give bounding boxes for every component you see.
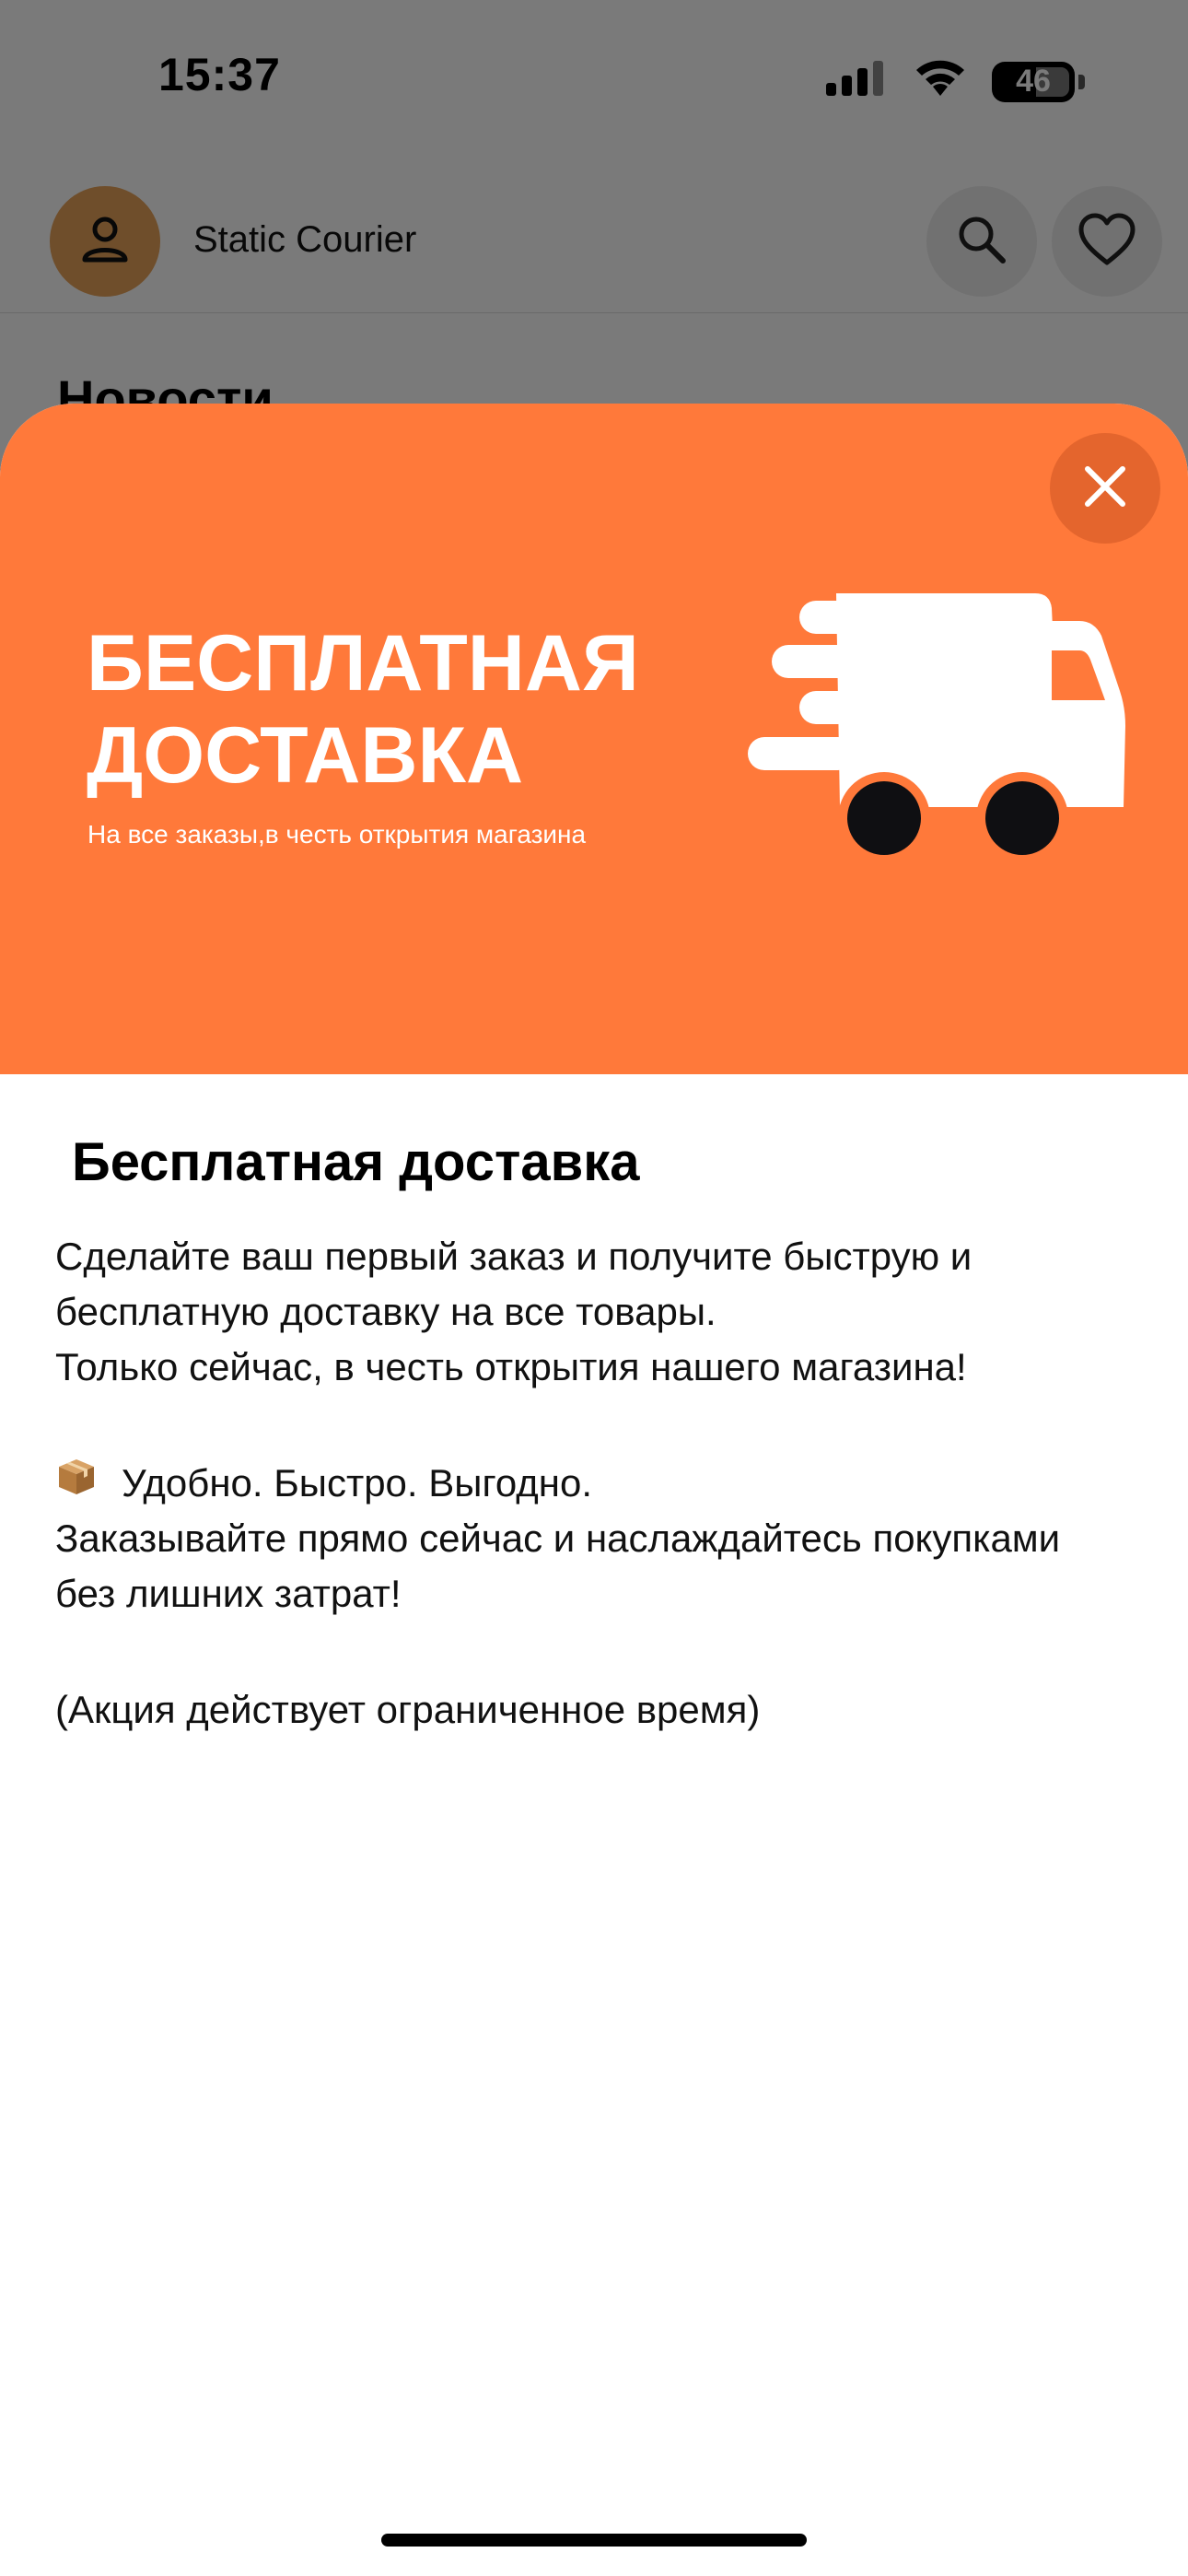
- description-line: Заказывайте прямо сейчас и наслаждайтесь покупками: [55, 1516, 1061, 1560]
- package-icon: [55, 1456, 98, 1511]
- banner-title: [87, 617, 639, 802]
- description-line: Сделайте ваш первый заказ и получите быструю и: [55, 1235, 973, 1278]
- banner-title-line2: ДОСТАВКА: [87, 711, 524, 800]
- banner-subtitle: На все заказы,в честь открытия магазина: [87, 820, 587, 849]
- description-line: Удобно. Быстро. Выгодно.: [55, 1456, 1142, 1511]
- description-line: без лишних затрат!: [55, 1572, 402, 1615]
- promo-title: Бесплатная доставка: [72, 1132, 640, 1192]
- description-line: Только сейчас, в честь открытия нашего магазина!: [55, 1345, 967, 1388]
- close-button[interactable]: [1050, 433, 1160, 544]
- promo-sheet: [0, 404, 1188, 2576]
- banner-title-line1: БЕСПЛАТНАЯ: [87, 619, 639, 708]
- description-line: (Акция действует ограниченное время): [55, 1688, 761, 1731]
- delivery-truck-icon: [748, 590, 1127, 866]
- home-indicator[interactable]: [381, 2534, 807, 2547]
- description-line: бесплатную доставку на все товары.: [55, 1290, 716, 1333]
- promo-banner: [0, 404, 1188, 1074]
- promo-description: [55, 1229, 1142, 1738]
- close-icon: [1084, 465, 1126, 512]
